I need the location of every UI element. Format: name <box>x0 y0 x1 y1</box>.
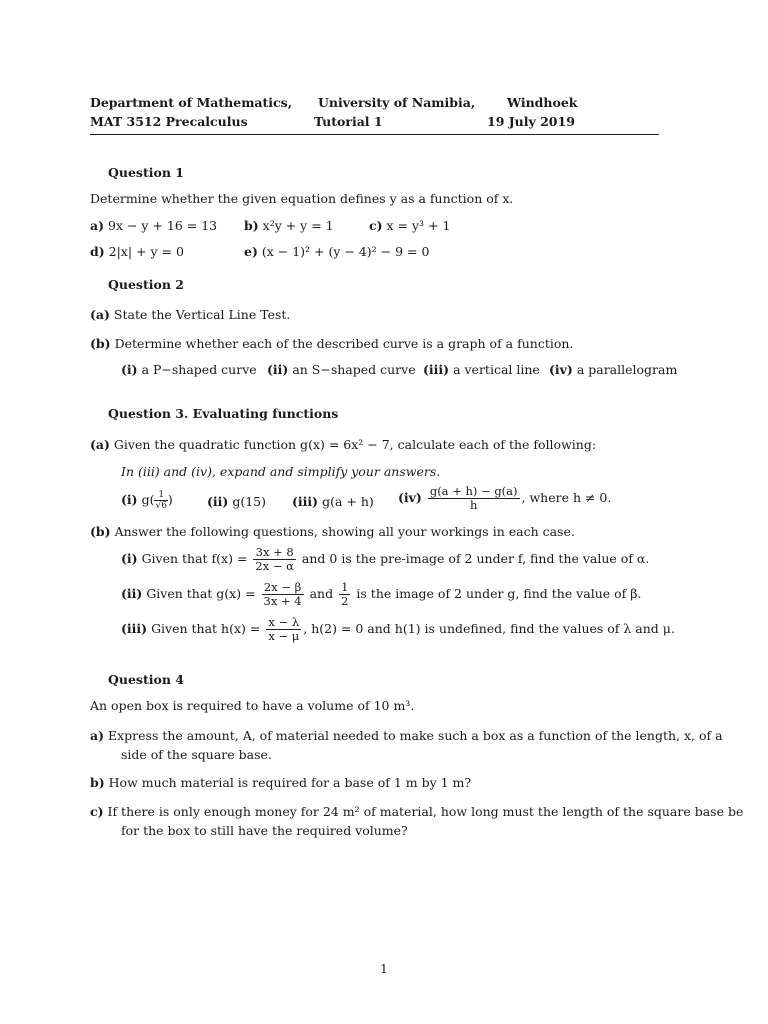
q1-item-d <box>90 244 184 259</box>
q3-subpart-pre: Given that h(x) = <box>151 621 261 636</box>
q4-item-line1: If there is only enough money for 24 m² of material, how long must the length of the square base be <box>107 804 744 819</box>
q2-option-label: (i) <box>121 362 138 377</box>
fraction <box>154 490 167 511</box>
q3-subpart-post: is the image of 2 under g, find the value of β. <box>356 586 642 601</box>
fraction-denominator: 2x − α <box>255 559 294 573</box>
q2-title: Question 2 <box>108 277 184 292</box>
q4-item-line1: How much material is required for a base of 1 m by 1 m? <box>108 775 472 790</box>
q2-part-a-label: (a) <box>90 307 110 322</box>
header-department: Department of Mathematics, <box>90 95 293 110</box>
q3-subpart-post: , where h ≠ 0. <box>521 490 612 505</box>
q4-intro: An open box is required to have a volume of 10 m³. <box>90 698 415 713</box>
q3-b-subpart-ii <box>121 581 641 608</box>
header-rule <box>90 134 659 135</box>
q3-title: Question 3. Evaluating functions <box>108 406 339 421</box>
q3-a-subpart-iv <box>398 485 611 512</box>
q2-option-text: a P−shaped curve <box>141 362 257 377</box>
q3-subpart-label: (iii) <box>121 621 148 636</box>
q1-title: Question 1 <box>108 165 184 180</box>
q1-item-b <box>244 218 334 233</box>
fraction-denominator: x − μ <box>268 629 300 643</box>
fraction-denominator: 2 <box>341 594 349 608</box>
fraction <box>339 581 350 608</box>
header-city: Windhoek <box>507 95 578 110</box>
q2-option-text: a parallelogram <box>576 362 678 377</box>
q2-part-b <box>90 336 573 351</box>
q2-option-text: a vertical line <box>453 362 540 377</box>
fraction <box>266 616 301 643</box>
q3-subpart-post: and 0 is the pre-image of 2 under f, find the value of α. <box>301 551 650 566</box>
q2-part-a <box>90 307 290 322</box>
q1-item-label: c) <box>369 218 383 233</box>
q2-option-iv <box>549 362 677 377</box>
q4-item-label: b) <box>90 775 105 790</box>
q3-subpart-pre: g( <box>141 492 155 507</box>
q3-subpart-label: (ii) <box>121 586 143 601</box>
q4-item-a <box>90 728 723 743</box>
fraction <box>253 546 296 573</box>
q3-a-subpart-iii <box>292 494 374 509</box>
fraction-numerator: 3x + 8 <box>253 546 296 560</box>
q3-part-a-note: In (iii) and (iv), expand and simplify your answers. <box>121 464 441 479</box>
q1-item-label: a) <box>90 218 105 233</box>
q3-subpart-text: g(15) <box>232 494 266 509</box>
header-date: 19 July 2019 <box>487 114 575 129</box>
q4-item-c <box>90 804 743 819</box>
header-course: MAT 3512 Precalculus <box>90 114 248 129</box>
q1-item-expr: 2|x| + y = 0 <box>108 244 184 259</box>
q3-part-b-label: (b) <box>90 524 111 539</box>
q3-part-a <box>90 437 596 452</box>
q2-part-b-text: Determine whether each of the described curve is a graph of a function. <box>114 336 574 351</box>
q3-subpart-mid: and <box>309 586 334 601</box>
q3-b-subpart-iii <box>121 616 675 643</box>
q4-item-line1: Express the amount, A, of material needed to make such a box as a function of the length, x, of a <box>108 728 723 743</box>
q1-item-e <box>244 244 429 259</box>
q2-option-text: an S−shaped curve <box>292 362 416 377</box>
q3-subpart-label: (iii) <box>292 494 319 509</box>
page-number: 1 <box>380 962 388 976</box>
q3-a-subpart-ii <box>207 494 266 509</box>
q2-option-ii <box>267 362 416 377</box>
q1-item-label: b) <box>244 218 259 233</box>
q2-part-b-label: (b) <box>90 336 111 351</box>
q2-option-i <box>121 362 257 377</box>
fraction-numerator: g(a + h) − g(a) <box>429 484 518 498</box>
q3-subpart-pre: Given that g(x) = <box>146 586 256 601</box>
q2-option-label: (ii) <box>267 362 289 377</box>
q1-intro: Determine whether the given equation defines y as a function of x. <box>90 191 514 206</box>
q2-option-iii <box>423 362 540 377</box>
q4-item-a-line2: side of the square base. <box>121 747 272 762</box>
q2-option-label: (iv) <box>549 362 573 377</box>
q3-subpart-label: (ii) <box>207 494 229 509</box>
q1-item-expr: x = y³ + 1 <box>386 218 451 233</box>
header-university: University of Namibia, <box>318 95 476 110</box>
fraction-numerator: 2x − β <box>262 581 304 595</box>
fraction-denominator: √6 <box>155 501 167 511</box>
q1-item-c <box>369 218 450 233</box>
q1-item-expr: (x − 1)² + (y − 4)² − 9 = 0 <box>261 244 430 259</box>
q3-subpart-pre: Given that f(x) = <box>141 551 248 566</box>
q1-item-expr: 9x − y + 16 = 13 <box>108 218 218 233</box>
fraction <box>428 485 520 512</box>
q1-item-expr: x²y + y = 1 <box>262 218 334 233</box>
fraction-denominator: 3x + 4 <box>263 594 302 608</box>
q4-title: Question 4 <box>108 672 184 687</box>
header-tutorial: Tutorial 1 <box>314 114 383 129</box>
q2-option-label: (iii) <box>423 362 450 377</box>
fraction <box>262 581 304 608</box>
q4-item-b <box>90 775 471 790</box>
q3-subpart-label: (iv) <box>398 490 422 505</box>
fraction-numerator: 1 <box>341 580 349 594</box>
q3-part-b-text: Answer the following questions, showing all your workings in each case. <box>114 524 575 539</box>
q2-part-a-text: State the Vertical Line Test. <box>113 307 291 322</box>
q3-subpart-label: (i) <box>121 492 138 507</box>
q3-part-a-text: Given the quadratic function g(x) = 6x² − 7, calculate each of the following: <box>113 437 597 452</box>
q3-a-subpart-i <box>121 490 173 511</box>
q1-item-label: d) <box>90 244 105 259</box>
fraction-numerator: x − λ <box>266 616 301 630</box>
q4-item-c-line2: for the box to still have the required volume? <box>121 823 408 838</box>
q3-subpart-post: ) <box>167 492 173 507</box>
q3-subpart-text: g(a + h) <box>322 494 374 509</box>
q1-item-a <box>90 218 217 233</box>
fraction-numerator: 1 <box>154 490 167 501</box>
q3-part-a-label: (a) <box>90 437 110 452</box>
q3-subpart-label: (i) <box>121 551 138 566</box>
fraction-denominator: h <box>469 498 478 512</box>
q4-item-label: a) <box>90 728 105 743</box>
q1-item-label: e) <box>244 244 258 259</box>
q3-b-subpart-i <box>121 546 649 573</box>
q3-subpart-post: , h(2) = 0 and h(1) is undefined, find the values of λ and μ. <box>303 621 675 636</box>
q4-item-label: c) <box>90 804 104 819</box>
q3-part-b <box>90 524 575 539</box>
